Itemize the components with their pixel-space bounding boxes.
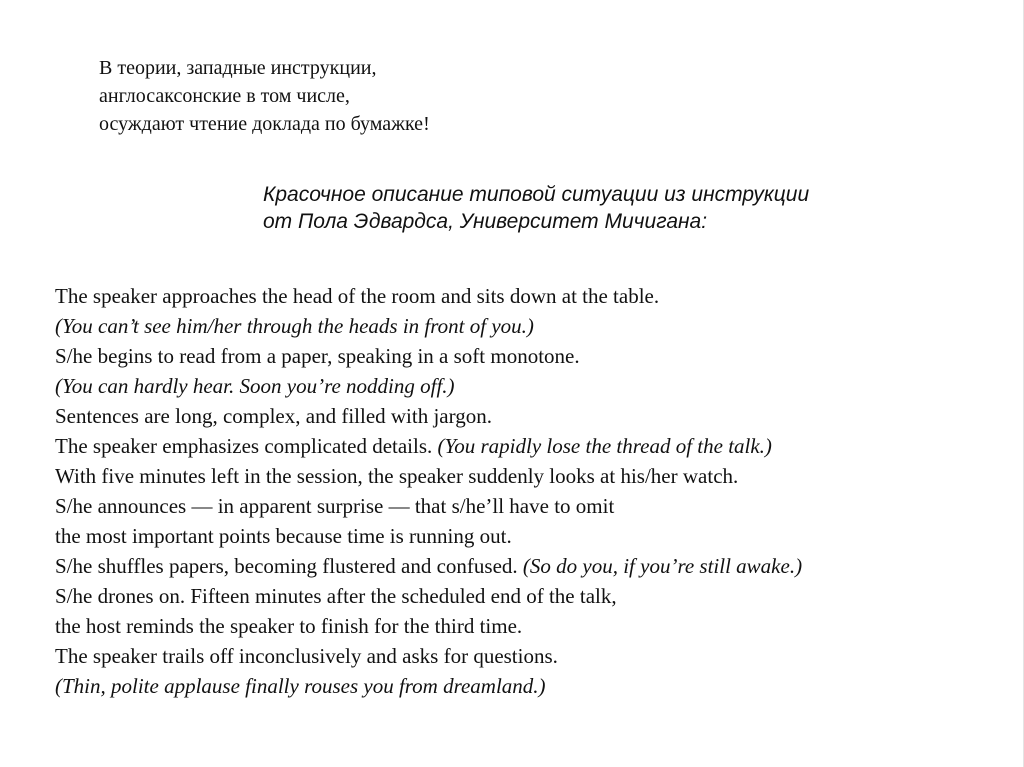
passage-line-text: S/he announces — in apparent surprise — that s/he’ll have to omit <box>55 494 615 518</box>
passage-line <box>55 281 802 311</box>
passage-line-text: The speaker trails off inconclusively and asks for questions. <box>55 644 558 668</box>
passage-line <box>55 341 802 371</box>
intro-line-1: В теории, западные инструкции, <box>99 57 377 79</box>
passage-line-text: the most important points because time is running out. <box>55 524 512 548</box>
passage-line-text: S/he drones on. Fifteen minutes after the scheduled end of the talk, <box>55 584 617 608</box>
passage-line-text: With five minutes left in the session, the speaker suddenly looks at his/her watch. <box>55 464 739 488</box>
passage-line <box>55 491 802 521</box>
passage-line <box>55 311 802 341</box>
passage-line <box>55 461 802 491</box>
passage <box>55 281 802 701</box>
passage-line <box>55 641 802 671</box>
passage-line <box>55 371 802 401</box>
quote-heading-line-2: от Пола Эдвардса, Университет Мичигана: <box>263 210 708 233</box>
passage-line-text: The speaker emphasizes complicated details. <box>55 434 438 458</box>
passage-line <box>55 611 802 641</box>
intro-line-2: англосаксонские в том числе, <box>99 85 350 107</box>
intro-text <box>99 54 430 138</box>
passage-line-text: the host reminds the speaker to finish for the third time. <box>55 614 523 638</box>
passage-line <box>55 671 802 701</box>
quote-heading <box>263 181 809 235</box>
passage-line-aside: (So do you, if you’re still awake.) <box>522 554 803 578</box>
passage-line <box>55 431 802 461</box>
passage-line <box>55 581 802 611</box>
passage-line-text: The speaker approaches the head of the room and sits down at the table. <box>55 284 660 308</box>
passage-line-aside: (You can hardly hear. Soon you’re nodding off.) <box>55 374 455 398</box>
quote-heading-line-1: Красочное описание типовой ситуации из инструкции <box>263 183 810 206</box>
passage-line <box>55 401 802 431</box>
passage-line-aside: (You rapidly lose the thread of the talk.) <box>437 434 772 458</box>
intro-line-3: осуждают чтение доклада по бумажке! <box>99 113 430 135</box>
passage-line <box>55 551 802 581</box>
passage-line <box>55 521 802 551</box>
passage-line-aside: (You can’t see him/her through the heads in front of you.) <box>55 314 534 338</box>
passage-line-text: S/he begins to read from a paper, speaking in a soft monotone. <box>55 344 580 368</box>
passage-line-text: Sentences are long, complex, and filled with jargon. <box>55 404 492 428</box>
passage-line-text: S/he shuffles papers, becoming flustered and confused. <box>55 554 523 578</box>
passage-line-aside: (Thin, polite applause finally rouses you from dreamland.) <box>55 674 546 698</box>
